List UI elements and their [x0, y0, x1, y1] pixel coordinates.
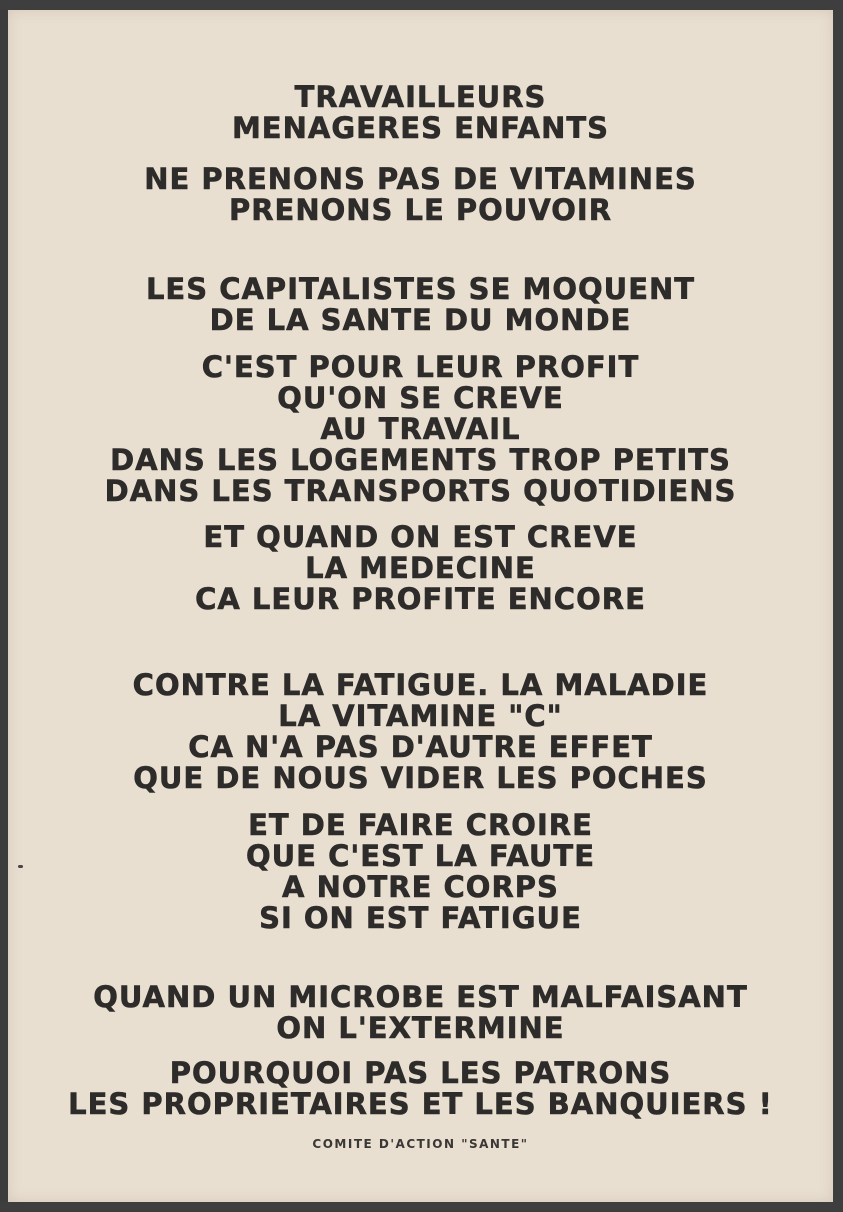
- text-line: TRAVAILLEURS: [294, 80, 547, 114]
- text-line: DANS LES LOGEMENTS TROP PETITS: [110, 443, 731, 477]
- poster-sheet: [8, 10, 833, 1202]
- paragraph-fault: [8, 810, 833, 934]
- scan-border-top: [0, 0, 843, 10]
- text-line: LA VITAMINE "C": [278, 699, 563, 733]
- paragraph-microbe: [8, 982, 833, 1044]
- paragraph-medicine: [8, 522, 833, 615]
- text-line: QUE DE NOUS VIDER LES POCHES: [133, 761, 708, 795]
- text-line: CA N'A PAS D'AUTRE EFFET: [188, 730, 653, 764]
- paragraph-capitalists: [8, 274, 833, 336]
- text-line: QUE C'EST LA FAUTE: [245, 839, 596, 873]
- slogan-vitamins: [8, 164, 833, 226]
- text-line: POURQUOI PAS LES PATRONS: [169, 1056, 672, 1090]
- text-line: AU TRAVAIL: [320, 412, 521, 446]
- paragraph-bosses: [8, 1058, 833, 1120]
- text-line: PRENONS LE POUVOIR: [228, 193, 613, 227]
- text-line: ET QUAND ON EST CREVE: [203, 520, 638, 554]
- paragraph-profit: [8, 352, 833, 507]
- text-line: MENAGERES ENFANTS: [231, 111, 610, 145]
- text-line: C'EST POUR LEUR PROFIT: [201, 350, 640, 384]
- text-line: QU'ON SE CREVE: [277, 381, 564, 415]
- text-line: A NOTRE CORPS: [282, 870, 559, 904]
- text-line: DANS LES TRANSPORTS QUOTIDIENS: [104, 474, 737, 508]
- text-line: LES PROPRIETAIRES ET LES BANQUIERS !: [68, 1087, 773, 1121]
- scan-border-bottom: [0, 1202, 843, 1212]
- text-line: NE PRENONS PAS DE VITAMINES: [144, 162, 697, 196]
- text-line: CONTRE LA FATIGUE. LA MALADIE: [132, 668, 709, 702]
- text-line: ET DE FAIRE CROIRE: [248, 808, 593, 842]
- text-line: SI ON EST FATIGUE: [259, 901, 582, 935]
- text-line: ON L'EXTERMINE: [276, 1011, 565, 1045]
- paper-speck: [18, 865, 23, 868]
- text-line: QUAND UN MICROBE EST MALFAISANT: [93, 980, 748, 1014]
- paragraph-vitamin-c: [8, 670, 833, 794]
- text-line: DE LA SANTE DU MONDE: [209, 303, 632, 337]
- committee-credit: COMITE D'ACTION "SANTE": [312, 1137, 529, 1151]
- headline-workers: [8, 82, 833, 144]
- text-line: CA LEUR PROFITE ENCORE: [195, 582, 646, 616]
- text-line: LES CAPITALISTES SE MOQUENT: [145, 272, 696, 306]
- text-line: LA MEDECINE: [305, 551, 536, 585]
